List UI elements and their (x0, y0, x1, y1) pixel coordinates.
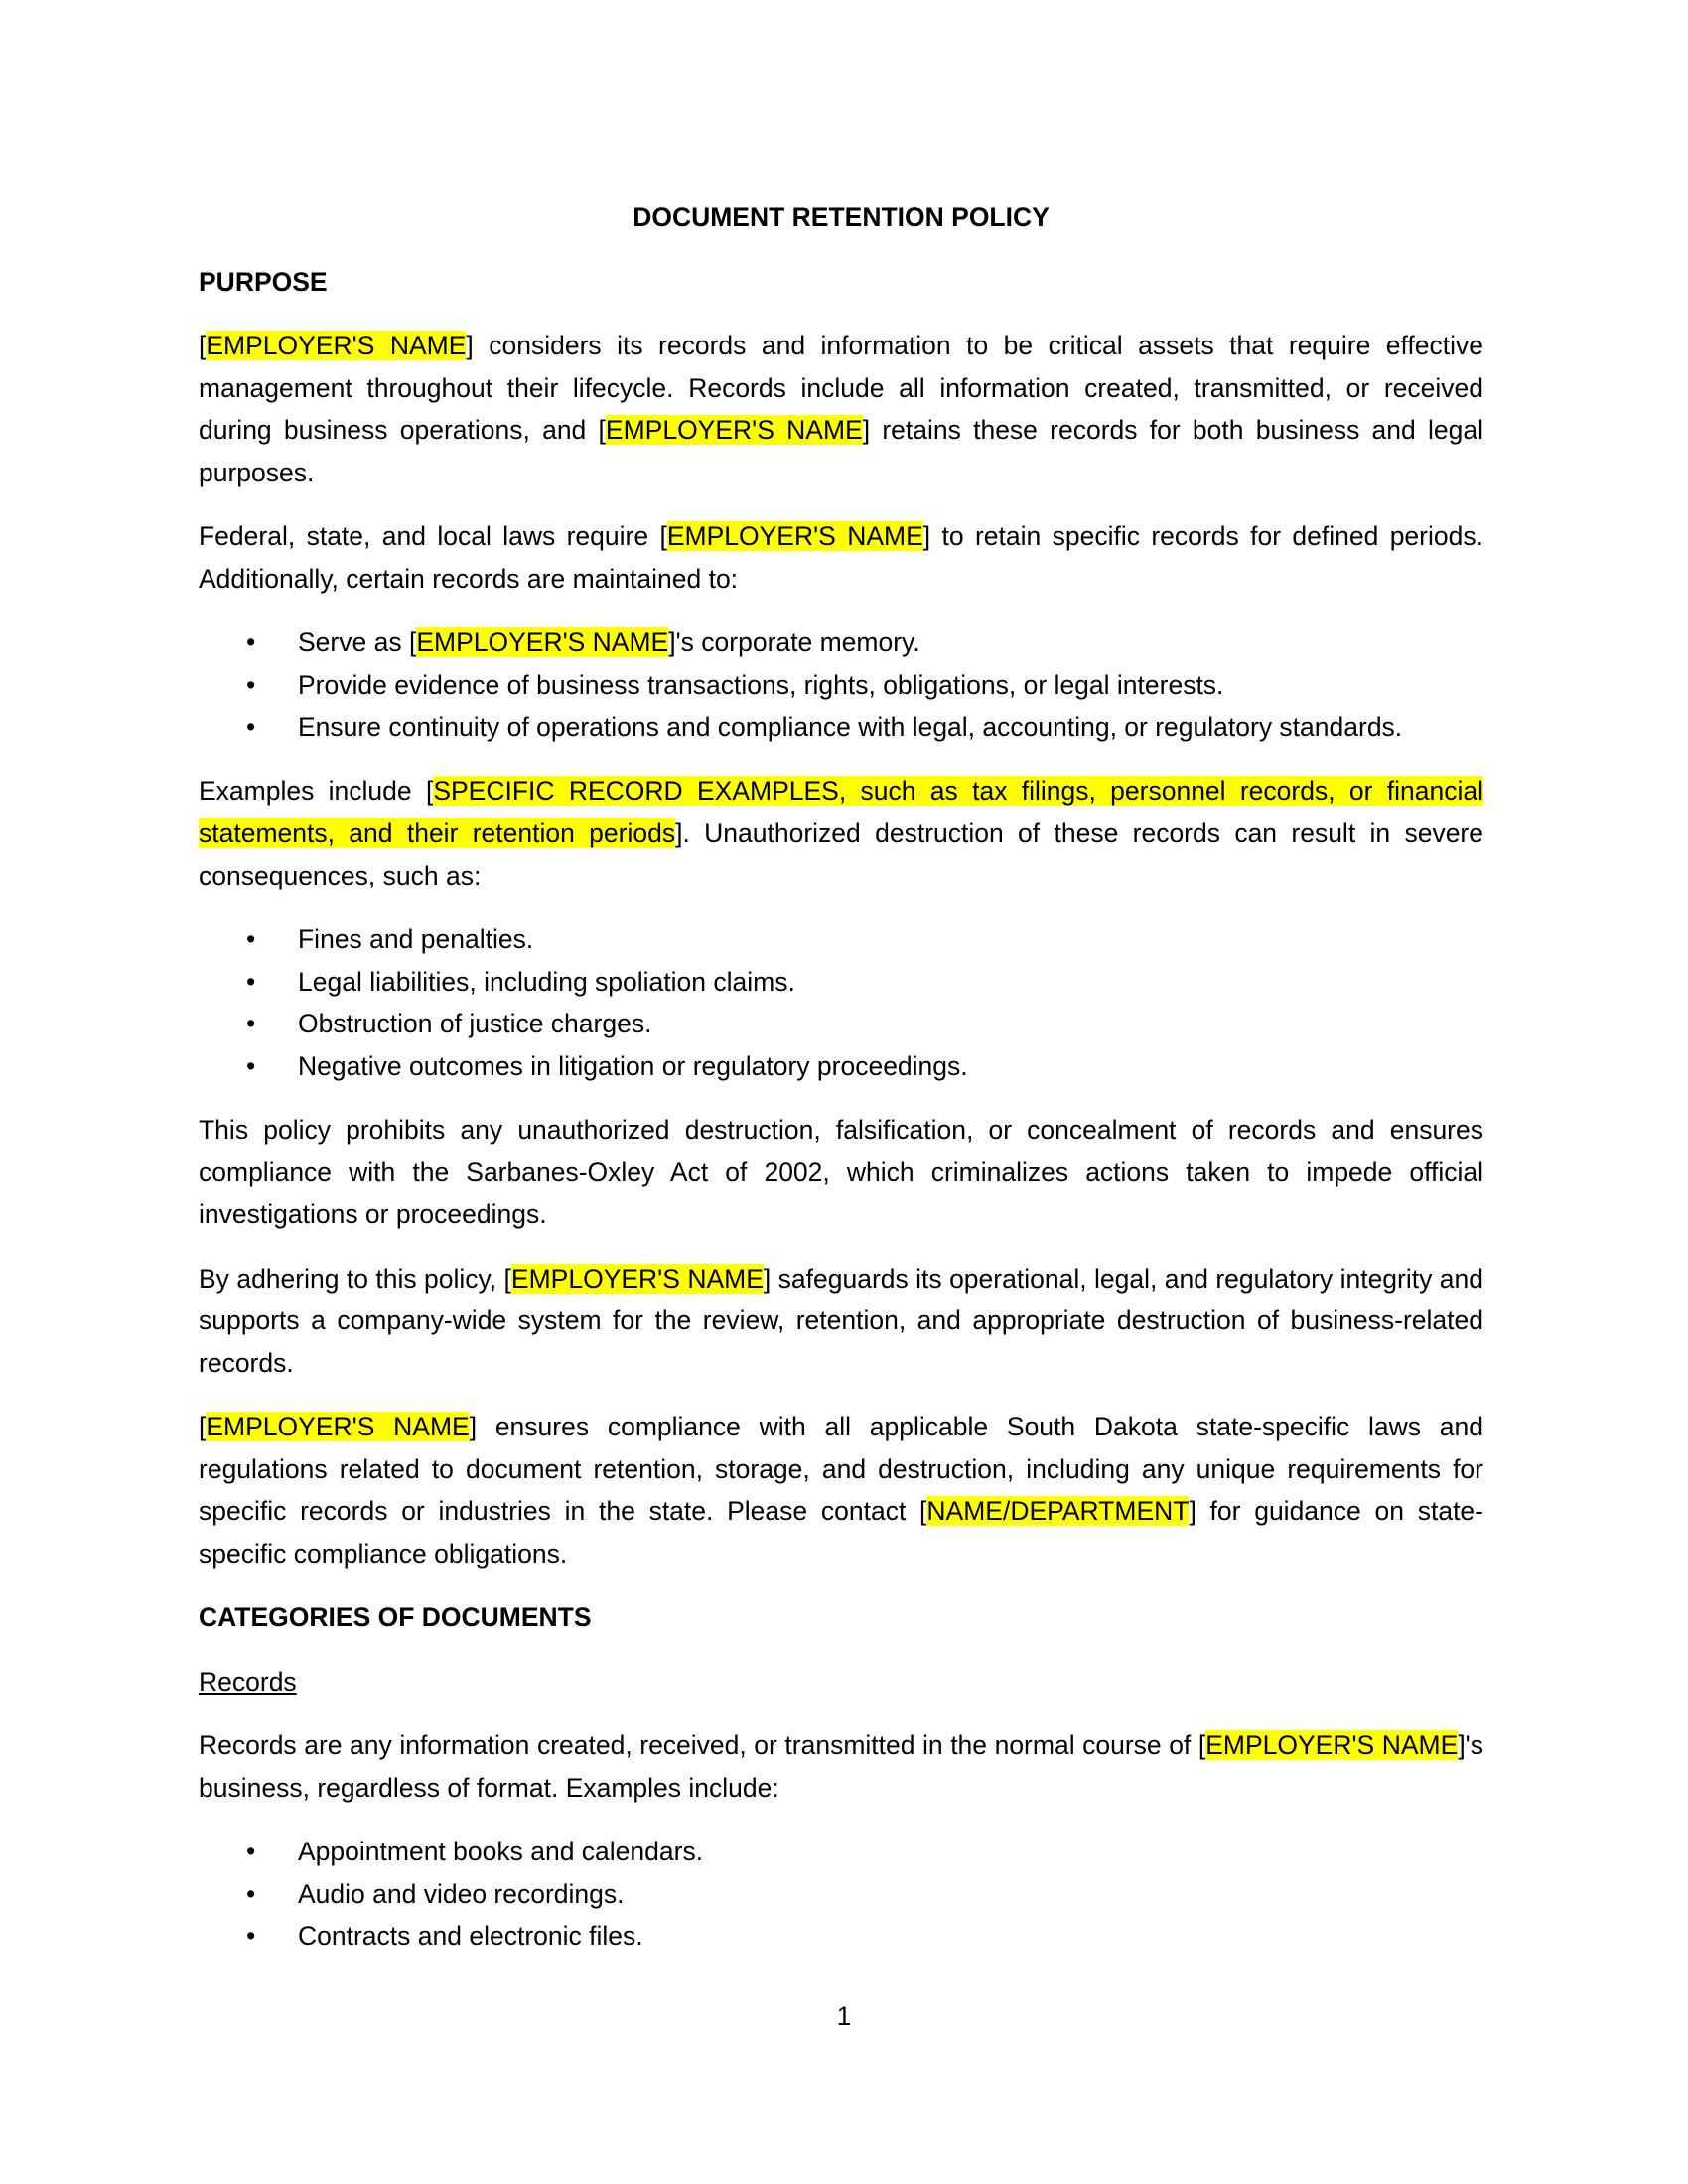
bullet-item (199, 1831, 1483, 1873)
bullet-icon: • (246, 1878, 256, 1909)
bullet-icon: • (246, 924, 256, 954)
placeholder-highlight: EMPLOYER'S NAME (1205, 1730, 1459, 1760)
bullet-icon: • (246, 1921, 256, 1951)
bullet-item (199, 961, 1483, 1004)
text-run: Legal liabilities, including spoliation claims. (298, 966, 795, 997)
paragraph (199, 1258, 1483, 1385)
bullet-item (199, 1045, 1483, 1088)
text-run: ] safeguards its operational, legal, and regulatory integrity and supports a company-wide system for the review, retention, and appropriate destruction of business-related records. (199, 1263, 1483, 1378)
text-run: ] for guidance on state-specific compliance obligations. (199, 1496, 1483, 1569)
section-subheading: Records (199, 1666, 297, 1697)
text-run: ] considers its records and information to be critical assets that require effective management throughout their lifecycle. Records include all information created, transmitted, or received during business operations, and [ (199, 331, 1483, 445)
placeholder-highlight: NAME/DEPARTMENT (926, 1496, 1190, 1526)
paragraph (199, 1406, 1483, 1574)
text-run: Obstruction of justice charges. (298, 1009, 652, 1038)
text-run: Examples include [ (199, 775, 434, 806)
text-run: [ (199, 331, 207, 360)
text-run: Ensure continuity of operations and compliance with legal, accounting, or regulatory standards. (298, 712, 1403, 742)
text-run: Fines and penalties. (298, 924, 534, 954)
placeholder-highlight: EMPLOYER'S NAME (666, 521, 923, 551)
text-run: [ (199, 1412, 207, 1441)
text-run: ] to retain specific records for defined periods. Additionally, certain records are maintained to: (199, 521, 1483, 594)
section-heading: CATEGORIES OF DOCUMENTS (199, 1602, 592, 1632)
text-run: Audio and video recordings. (298, 1878, 625, 1909)
paragraph (199, 770, 1483, 897)
bullet-icon: • (246, 712, 256, 742)
text-run: By adhering to this policy, [ (199, 1263, 511, 1294)
bullet-icon: • (246, 1837, 256, 1866)
bullet-icon: • (246, 1050, 256, 1081)
text-run: ] ensures compliance with all applicable South Dakota state-specific laws and regulations related to document retention, storage, and destruction, including any unique requirements for specific records or industries in the state. Please contact [ (199, 1412, 1483, 1526)
text-run: ]. Unauthorized destruction of these records can result in severe consequences, such as: (199, 818, 1483, 890)
paragraph (199, 515, 1483, 600)
bullet-item (199, 1873, 1483, 1916)
text-run: Appointment books and calendars. (298, 1837, 704, 1866)
text-run: Contracts and electronic files. (298, 1921, 643, 1951)
placeholder-highlight: EMPLOYER'S NAME (510, 1263, 764, 1294)
bullet-item (199, 1915, 1483, 1958)
placeholder-highlight: SPECIFIC RECORD EXAMPLES, such as tax filings, personnel records, or financial statements, and their retention periods (199, 775, 1483, 848)
document-body (199, 197, 1483, 1979)
placeholder-highlight: EMPLOYER'S NAME (206, 1412, 470, 1441)
text-run: Serve as [ (298, 627, 417, 657)
bullet-list (199, 918, 1483, 1087)
text-run: Federal, state, and local laws require [ (199, 521, 667, 551)
placeholder-highlight: EMPLOYER'S NAME (416, 627, 669, 657)
bullet-list (199, 1831, 1483, 1958)
page-number: 1 (836, 2001, 852, 2031)
paragraph (199, 1724, 1483, 1809)
bullet-icon: • (246, 1009, 256, 1038)
bullet-icon: • (246, 669, 256, 700)
section-heading: PURPOSE (199, 266, 328, 297)
placeholder-highlight: EMPLOYER'S NAME (206, 331, 467, 360)
text-run: Negative outcomes in litigation or regulatory proceedings. (298, 1050, 968, 1081)
placeholder-highlight: EMPLOYER'S NAME (605, 415, 863, 445)
text-run: ]'s business, regardless of format. Examples include: (199, 1730, 1483, 1803)
bullet-list (199, 621, 1483, 749)
text-run: ]'s corporate memory. (668, 627, 920, 657)
bullet-item (199, 664, 1483, 707)
text-run: Records are any information created, received, or transmitted in the normal course of [ (199, 1730, 1206, 1760)
text-run: ] retains these records for both business and legal purposes. (199, 415, 1483, 487)
paragraph (199, 325, 1483, 493)
bullet-icon: • (246, 966, 256, 997)
text-run: This policy prohibits any unauthorized destruction, falsification, or concealment of records and ensures compliance with the Sarbanes-Oxley Act of 2002, which criminalizes actions taken to impede official investigations or proceedings. (199, 1115, 1483, 1229)
bullet-icon: • (246, 627, 256, 657)
bullet-item (199, 1003, 1483, 1045)
bullet-item (199, 706, 1483, 749)
bullet-item (199, 621, 1483, 664)
paragraph (199, 1109, 1483, 1236)
document-title: DOCUMENT RETENTION POLICY (633, 203, 1050, 232)
text-run: Provide evidence of business transactions, rights, obligations, or legal interests. (298, 669, 1224, 700)
bullet-item (199, 918, 1483, 961)
